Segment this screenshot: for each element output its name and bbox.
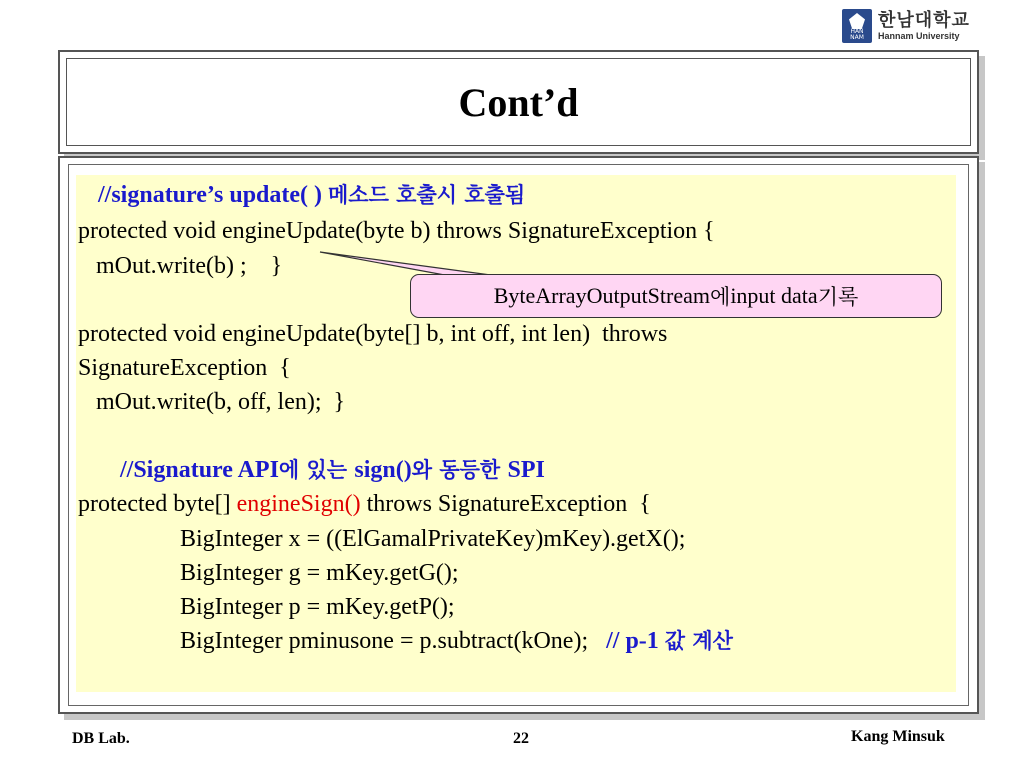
code-line: protected void engineUpdate(byte[] b, int off, int len) throws xyxy=(78,321,668,347)
university-emblem-icon: HAN NAM xyxy=(842,9,872,43)
code-line: BigInteger p = mKey.getP(); xyxy=(180,594,455,620)
footer-lab: DB Lab. xyxy=(72,730,130,747)
callout-box: ByteArrayOutputStream 에 input data 기록 xyxy=(410,274,942,318)
code-line: BigInteger x = ((ElGamalPrivateKey)mKey).getX(); xyxy=(180,526,686,552)
logo-english: Hannam University xyxy=(878,31,960,41)
logo-korean: 한남대학교 xyxy=(878,10,970,31)
title-frame xyxy=(58,50,979,154)
code-line: SignatureException { xyxy=(78,355,291,381)
code-line: BigInteger g = mKey.getG(); xyxy=(180,560,459,586)
comment-p-minus-one: // p-1 xyxy=(606,628,665,654)
code-line: protected byte[] engineSign() throws SignatureException { xyxy=(78,491,651,517)
footer-author: Kang Minsuk xyxy=(851,728,945,745)
code-line: BigInteger pminusone = p.subtract(kOne); // p-1 값 계산 xyxy=(180,628,733,654)
code-line: mOut.write(b, off, len); } xyxy=(78,389,346,415)
page-number: 22 xyxy=(513,730,529,747)
slide-title: Cont’d xyxy=(458,79,579,125)
engine-sign-keyword: engineSign() xyxy=(236,491,361,517)
code-line: protected void engineUpdate(byte b) throws SignatureException { xyxy=(78,218,715,244)
comment-sign: //Signature API에 있는 sign()와 동등한 SPI xyxy=(120,457,545,483)
comment-update: //signature’s update( ) 메소드 호출시 호출됨 xyxy=(98,182,526,208)
university-logo xyxy=(842,6,982,46)
code-line: mOut.write(b) ; } xyxy=(78,253,283,279)
